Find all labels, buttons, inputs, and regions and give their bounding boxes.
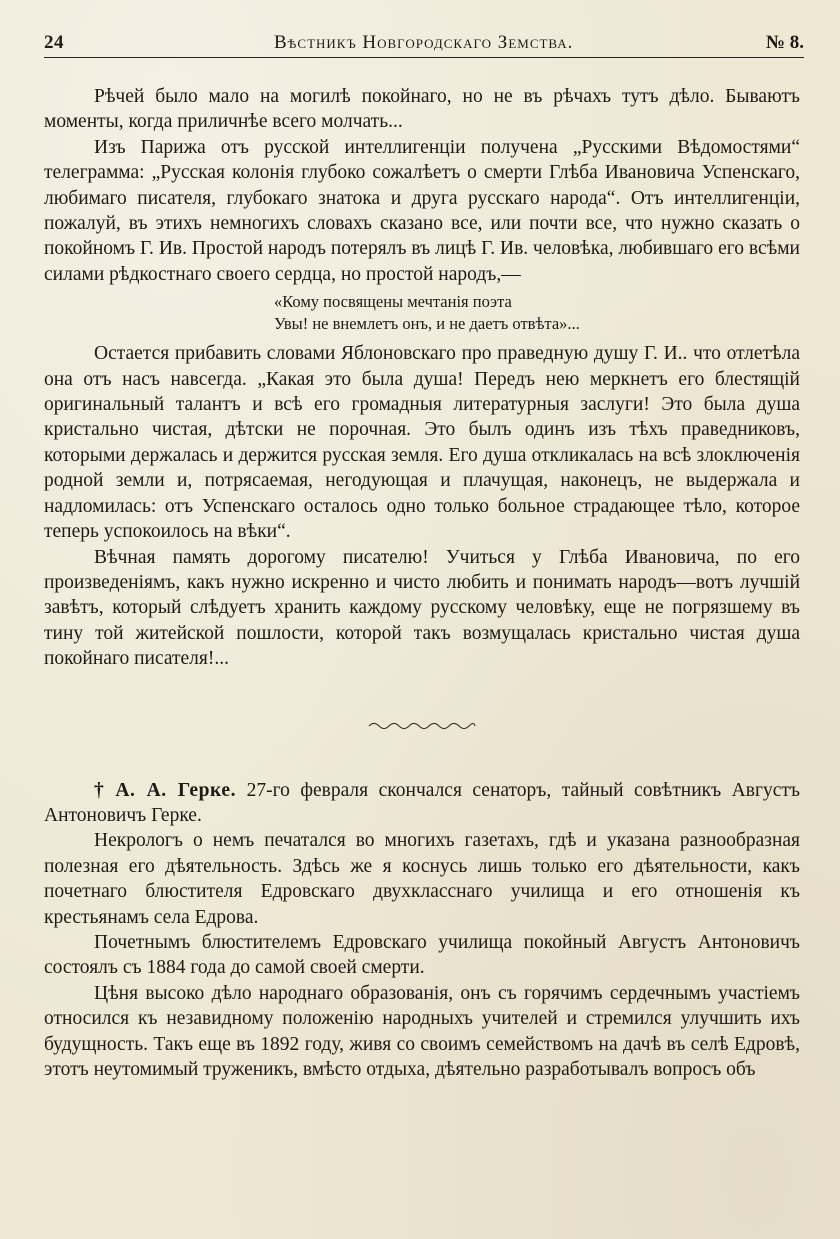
section-divider <box>44 714 800 734</box>
obituary-heading-paragraph <box>44 778 800 829</box>
verse-quote <box>274 291 800 335</box>
header-rule <box>44 57 804 58</box>
issue-number: № 8. <box>765 32 804 53</box>
page-number: 24 <box>44 32 64 53</box>
verse-line: «Кому посвящены мечтанія поэта <box>274 292 512 312</box>
verse-line: Увы! не внемлетъ онъ, и не даетъ отвѣта»... <box>274 314 580 334</box>
paragraph: Рѣчей было мало на могилѣ покойнаго, но не въ рѣчахъ тутъ дѣло. Бываютъ моменты, когда приличнѣе всего молчать... <box>44 86 800 133</box>
paragraph: Изъ Парижа отъ русской интеллигенціи получена „Русскими Вѣдомостями“ телеграмма: „Русская колонія глубоко сожалѣетъ о смерти Глѣба Ивановича Успенскаго, любимаго писателя, глубокаго знатока и друга русскаго народа“. Отъ интеллигенціи, пожалуй, въ этихъ немногихъ словахъ сказано все, или почти все, что нужно сказать о покойномъ Г. Ив. Простой народъ потерялъ въ лицѣ Г. Ив. человѣка, любившаго его всѣми силами рѣдкостнаго своего сердца, но простой народъ,— <box>44 136 800 285</box>
running-header <box>44 30 804 60</box>
paragraph: Остается прибавить словами Яблоновскаго про праведную душу Г. И.. что отлетѣла она отъ насъ навсегда. „Какая это была душа! Передъ нею меркнетъ его блестящій оригинальный талантъ и всѣ его громадныя литературныя заслуги! Это была душа кристально чистая, дѣтски не порочная. Это былъ одинъ изъ тѣхъ праведниковъ, которыми держалась и держится русская земля. Его душа откликалась на всѣ злоключенія родной земли и, потрясаемая, негодующая и плачущая, наконецъ, не выдержала и надломилась: отъ Успенскаго осталось одно только больное страдающее тѣло, которое теперь успокоилось на вѣки“. <box>44 343 800 543</box>
paragraph: Некрологъ о немъ печатался во многихъ газетахъ, гдѣ и указана разнообразная полезная его дѣятельность. Здѣсь же я коснусь лишь только его дѣятельности, какъ почетнаго блюстителя Едровскаго двухкласснаго училища и его отношенія къ крестьянамъ села Едрова. <box>44 830 800 928</box>
paragraph: Вѣчная память дорогому писателю! Учиться у Глѣба Ивановича, по его произведеніямъ, какъ нужно искренно и чисто любить и понимать народъ—вотъ лучшій завѣтъ, который слѣдуетъ хранить каждому русскому человѣку, еще не погрязшему въ тину той житейской пошлости, которой такъ возмущалась кристально чистая душа покойнаго писателя!... <box>44 546 800 670</box>
paragraph: Цѣня высоко дѣло народнаго образованія, онъ съ горячимъ сердечнымъ участіемъ относился къ незавидному положенію народныхъ учителей и стремился улучшить ихъ будущность. Такъ еще въ 1892 году, живя со своимъ семействомъ на дачѣ въ селѣ Едровѣ, этотъ неутомимый труженикъ, вмѣсто отдыха, дѣятельно разработывалъ вопросъ объ <box>44 982 800 1080</box>
article-body <box>44 84 800 1082</box>
obituary-lead-text: 27-го февраля скончался сенаторъ, тайный совѣтникъ Августъ Антоновичъ Герке. <box>44 779 800 826</box>
obituary-name: А. А. Герке. <box>115 779 237 801</box>
journal-title: Вѣстникъ Новгородскаго Земства. <box>274 32 574 53</box>
wavy-divider-ornament <box>367 720 477 732</box>
cross-symbol: † <box>94 779 110 801</box>
paragraph: Почетнымъ блюстителемъ Едровскаго училища покойный Августъ Антоновичъ состоялъ съ 1884 года до самой своей смерти. <box>44 931 800 979</box>
